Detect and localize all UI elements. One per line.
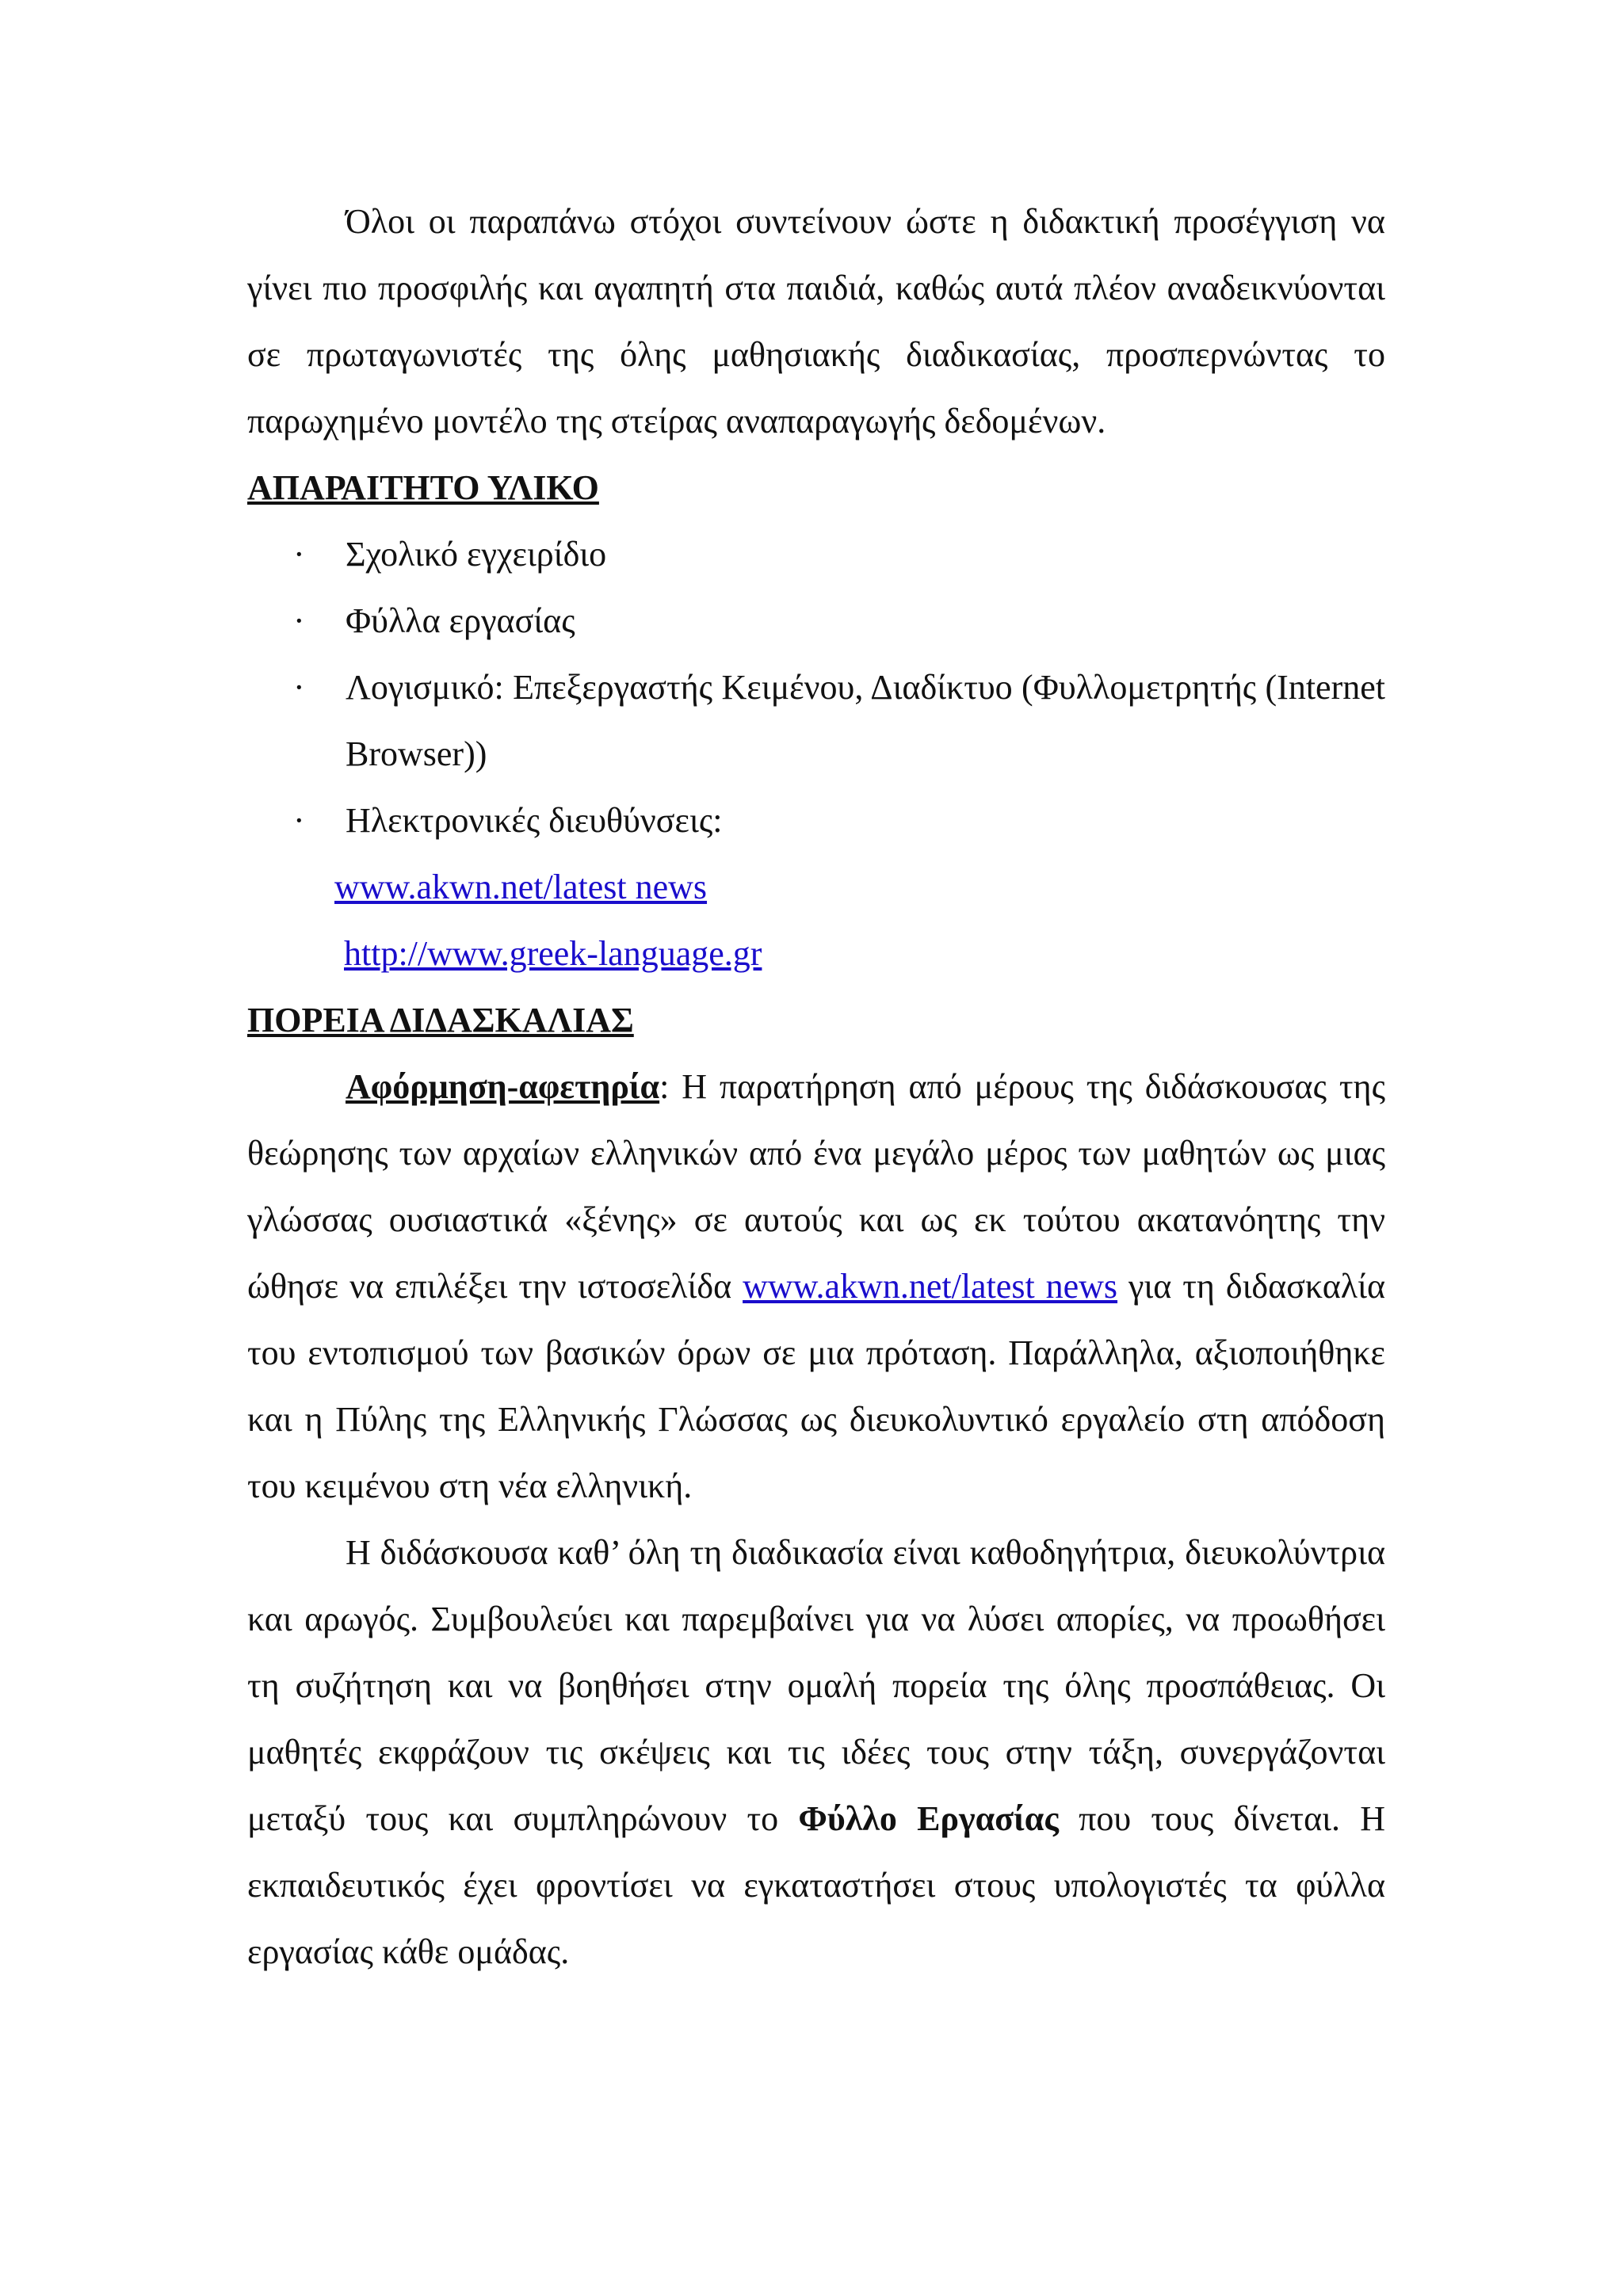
- materials-list: [247, 521, 1385, 854]
- list-item: [247, 654, 1385, 788]
- bullet-icon: ·: [293, 801, 305, 840]
- paragraph-text: για τη διδασκαλία του εντοπισμού των βασικών όρων σε μια πρόταση. Παράλληλα, αξιοποιήθηκε και η Πύλης της Ελληνικής Γλώσσας ως διευκολυντικό εργαλείο στη απόδοση του κειμένου στη νέα ελληνική.: [247, 1267, 1385, 1505]
- bullet-icon: ·: [293, 535, 305, 574]
- bullet-icon: ·: [293, 668, 305, 707]
- procedure-paragraph-1: [247, 1054, 1385, 1520]
- paragraph-text: Η διδάσκουσα καθ’ όλη τη διαδικασία είναι καθοδηγήτρια, διευκολύντρια και αρωγός. Συμβουλεύει και παρεμβαίνει για να λύσει απορίες, να προωθήσει τη συζήτηση και να βοηθήσει στην ομαλή πορεία της όλης προσπάθειας. Οι μαθητές εκφράζουν τις σκέψεις και τις ιδέες τους στην τάξη, συνεργάζονται μεταξύ τους και συμπληρώνουν το: [247, 1533, 1385, 1838]
- procedure-paragraph-2: [247, 1520, 1385, 1985]
- greek-language-link[interactable]: http://www.greek-language.gr: [344, 934, 762, 973]
- intro-paragraph: Όλοι οι παραπάνω στόχοι συντείνουν ώστε η διδακτική προσέγγιση να γίνει πιο προσφιλής και αγαπητή στα παιδιά, καθώς αυτά πλέον αναδεικνύονται σε πρωταγωνιστές της όλης μαθησιακής διαδικασίας, προσπερνώντας το παρωχημένο μοντέλο της στείρας αναπαραγωγής δεδομένων.: [247, 202, 1385, 441]
- list-item-text: Σχολικό εγχειρίδιο: [346, 535, 607, 574]
- link-row: [247, 854, 1385, 921]
- procedure-heading: ΠΟΡΕΙΑ ΔΙΔΑΣΚΑΛΙΑΣ: [247, 1001, 634, 1039]
- document-page: [247, 189, 1385, 1985]
- paragraph-text: που τους δίνεται. Η εκπαιδευτικός έχει φροντίσει να εγκαταστήσει στους υπολογιστές τα φύλλα εργασίας κάθε ομάδας.: [247, 1799, 1385, 1971]
- lead-phrase: Αφόρμηση-αφετηρία: [346, 1067, 660, 1106]
- list-item: [247, 588, 1385, 654]
- list-item-text: Φύλλα εργασίας: [346, 601, 575, 640]
- list-item-text: Λογισμικό: Επεξεργαστής Κειμένου, Διαδίκτυο (Φυλλομετρητής (Internet Browser)): [346, 668, 1385, 773]
- bold-phrase: Φύλλο Εργασίας: [798, 1799, 1059, 1838]
- akwn-inline-link[interactable]: www.akwn.net/latest news: [743, 1267, 1118, 1306]
- paragraph-text: Η παρατήρηση από μέρους της διδάσκουσας της θεώρησης των αρχαίων ελληνικών από ένα μεγάλο μέρος των μαθητών ως μιας γλώσσας ουσιαστικά «ξένης» σε αυτούς και ως εκ τούτου ακατανόητης την ώθησε να επιλέξει την ιστοσελίδα: [247, 1067, 1385, 1306]
- list-item-text: Ηλεκτρονικές διευθύνσεις:: [346, 801, 723, 840]
- akwn-link[interactable]: www.akwn.net/latest news: [334, 868, 708, 906]
- materials-heading: ΑΠΑΡΑΙΤΗΤΟ ΥΛΙΚΟ: [247, 468, 599, 507]
- list-item: [247, 521, 1385, 588]
- list-item: [247, 788, 1385, 854]
- lead-colon: :: [659, 1067, 670, 1106]
- link-row: [247, 921, 1385, 987]
- bullet-icon: ·: [293, 601, 305, 640]
